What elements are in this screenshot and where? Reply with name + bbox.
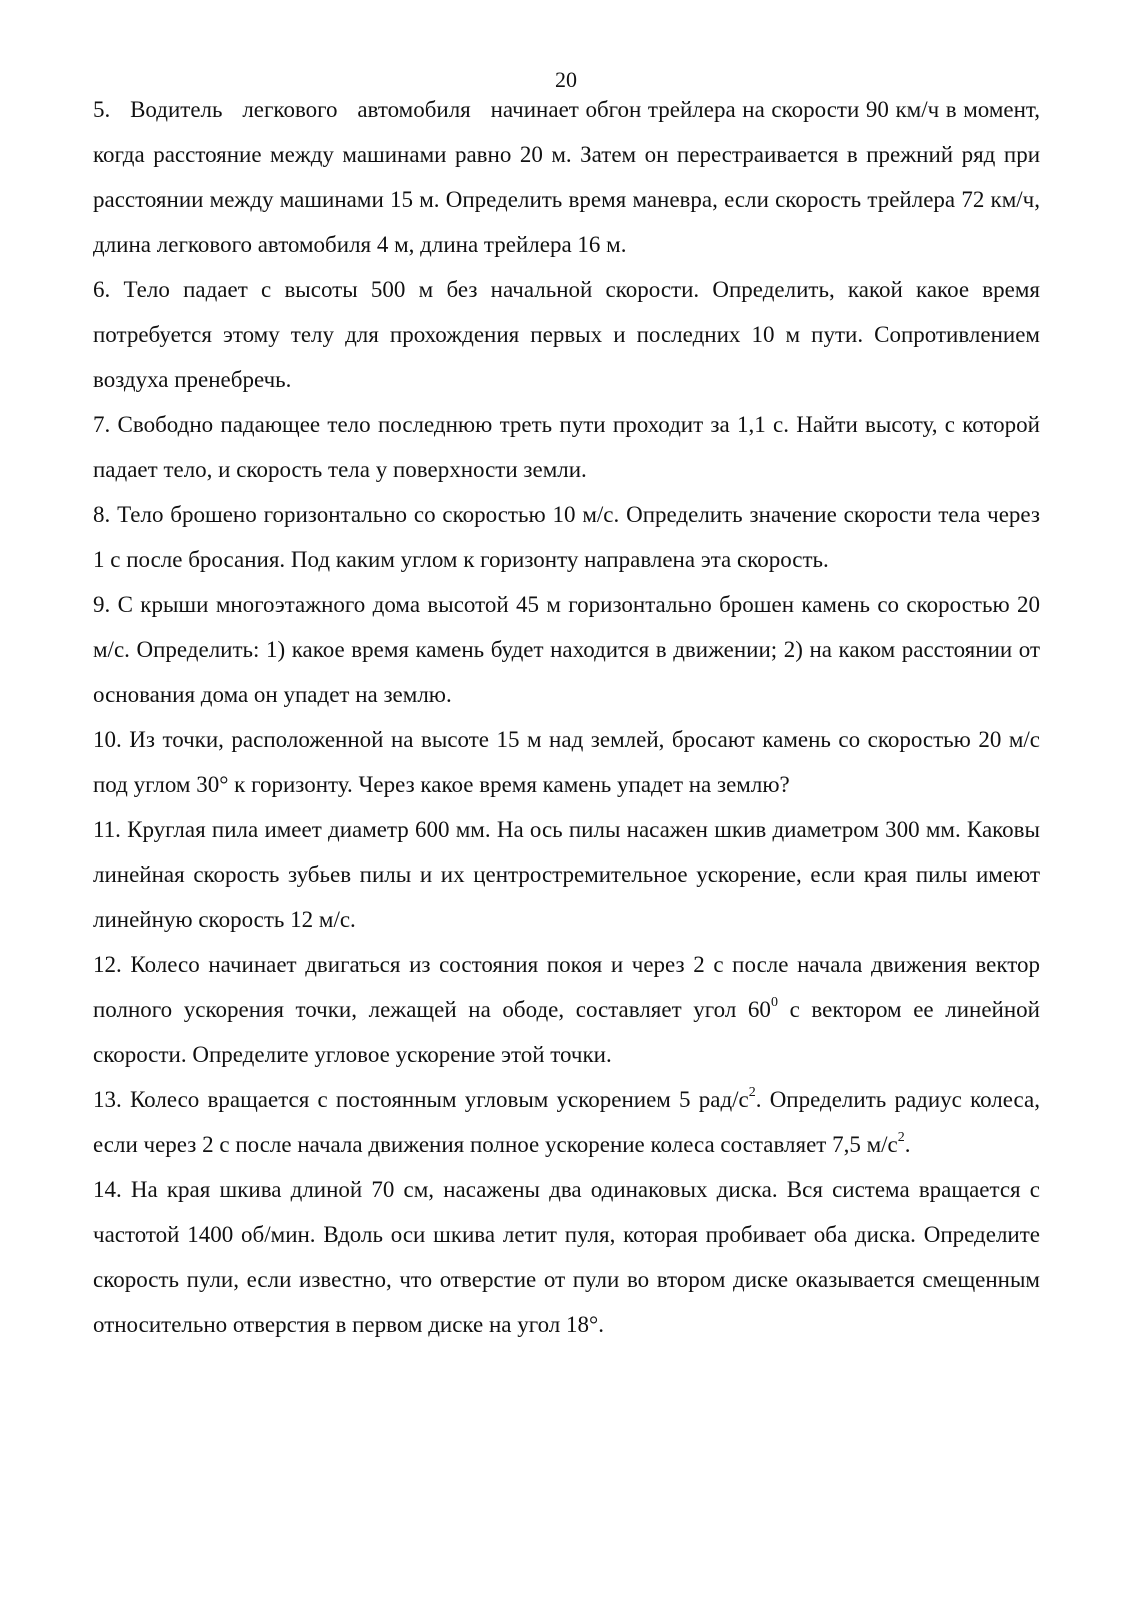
problem-8: 8. Тело брошено горизонтально со скоростью 10 м/с. Определить значение скорости тела через 1 с после бросания. Под каким углом к горизонту направлена эта скорость. [93,502,1040,572]
problem-5: 5. Водитель легкового автомобиля начинает обгон трейлера на скорости 90 км/ч в момент, когда расстояние между машинами равно 20 м. Затем он перестраивается в прежний ряд при расстоянии между машинами 15 м. Определить время маневра, если скорость трейлера 72 км/ч, длина легкового автомобиля 4 м, длина трейлера 16 м. [93,97,1040,257]
problem-13-text-after: . [904,1132,911,1157]
problem-7: 7. Свободно падающее тело последнюю треть пути проходит за 1,1 с. Найти высоту, с которой падает тело, и скорость тела у поверхности земли. [93,412,1040,482]
problem-13-text-middle: . Определить радиус колеса, если через 2 с после начала движения полное ускорение колеса составляет 7,5 м/с [93,1087,1040,1157]
problem-14: 14. На края шкива длиной 70 см, насажены два одинаковых диска. Вся система вращается с частотой 1400 об/мин. Вдоль оси шкива летит пуля, которая пробивает оба диска. Определите скорость пули, если известно, что отверстие от пули во втором диске оказывается смещенным относительно отверстия в первом диске на угол 18°. [93,1177,1040,1337]
problem-11: 11. Круглая пила имеет диаметр 600 мм. На ось пилы насажен шкив диаметром 300 мм. Каковы линейная скорость зубьев пилы и их центростремительное ускорение, если края пилы имеют линейную скорость 12 м/с. [93,817,1040,932]
problem-13 [93,1077,1040,1167]
page-number: 20 [555,67,577,92]
problem-10: 10. Из точки, расположенной на высоте 15 м над землей, бросают камень со скоростью 20 м/с под углом 30° к горизонту. Через какое время камень упадет на землю? [93,727,1040,797]
problem-12 [93,942,1040,1077]
problem-12-superscript: 0 [770,995,778,1011]
problem-6: 6. Тело падает с высоты 500 м без начальной скорости. Определить, какой какое время потребуется этому телу для прохождения первых и последних 10 м пути. Сопротивлением воздуха пренебречь. [93,277,1040,392]
problem-12-text-before: 12. Колесо начинает двигаться из состояния покоя и через 2 с после начала движения вектор полного ускорения точки, лежащей на ободе, составляет угол 60 [93,952,1040,1022]
problem-13-superscript: 2 [748,1085,756,1101]
problem-list [93,87,1040,1347]
problem-13-superscript-2: 2 [897,1130,905,1146]
problem-12-text-after: с вектором ее линейной скорости. Определите угловое ускорение этой точки. [93,997,1040,1067]
problem-13-text-before: 13. Колесо вращается с постоянным угловым ускорением 5 рад/с [93,1087,749,1112]
problem-9: 9. С крыши многоэтажного дома высотой 45 м горизонтально брошен камень со скоростью 20 м/с. Определить: 1) какое время камень будет находится в движении; 2) на каком расстоянии от основания дома он упадет на землю. [93,592,1040,707]
